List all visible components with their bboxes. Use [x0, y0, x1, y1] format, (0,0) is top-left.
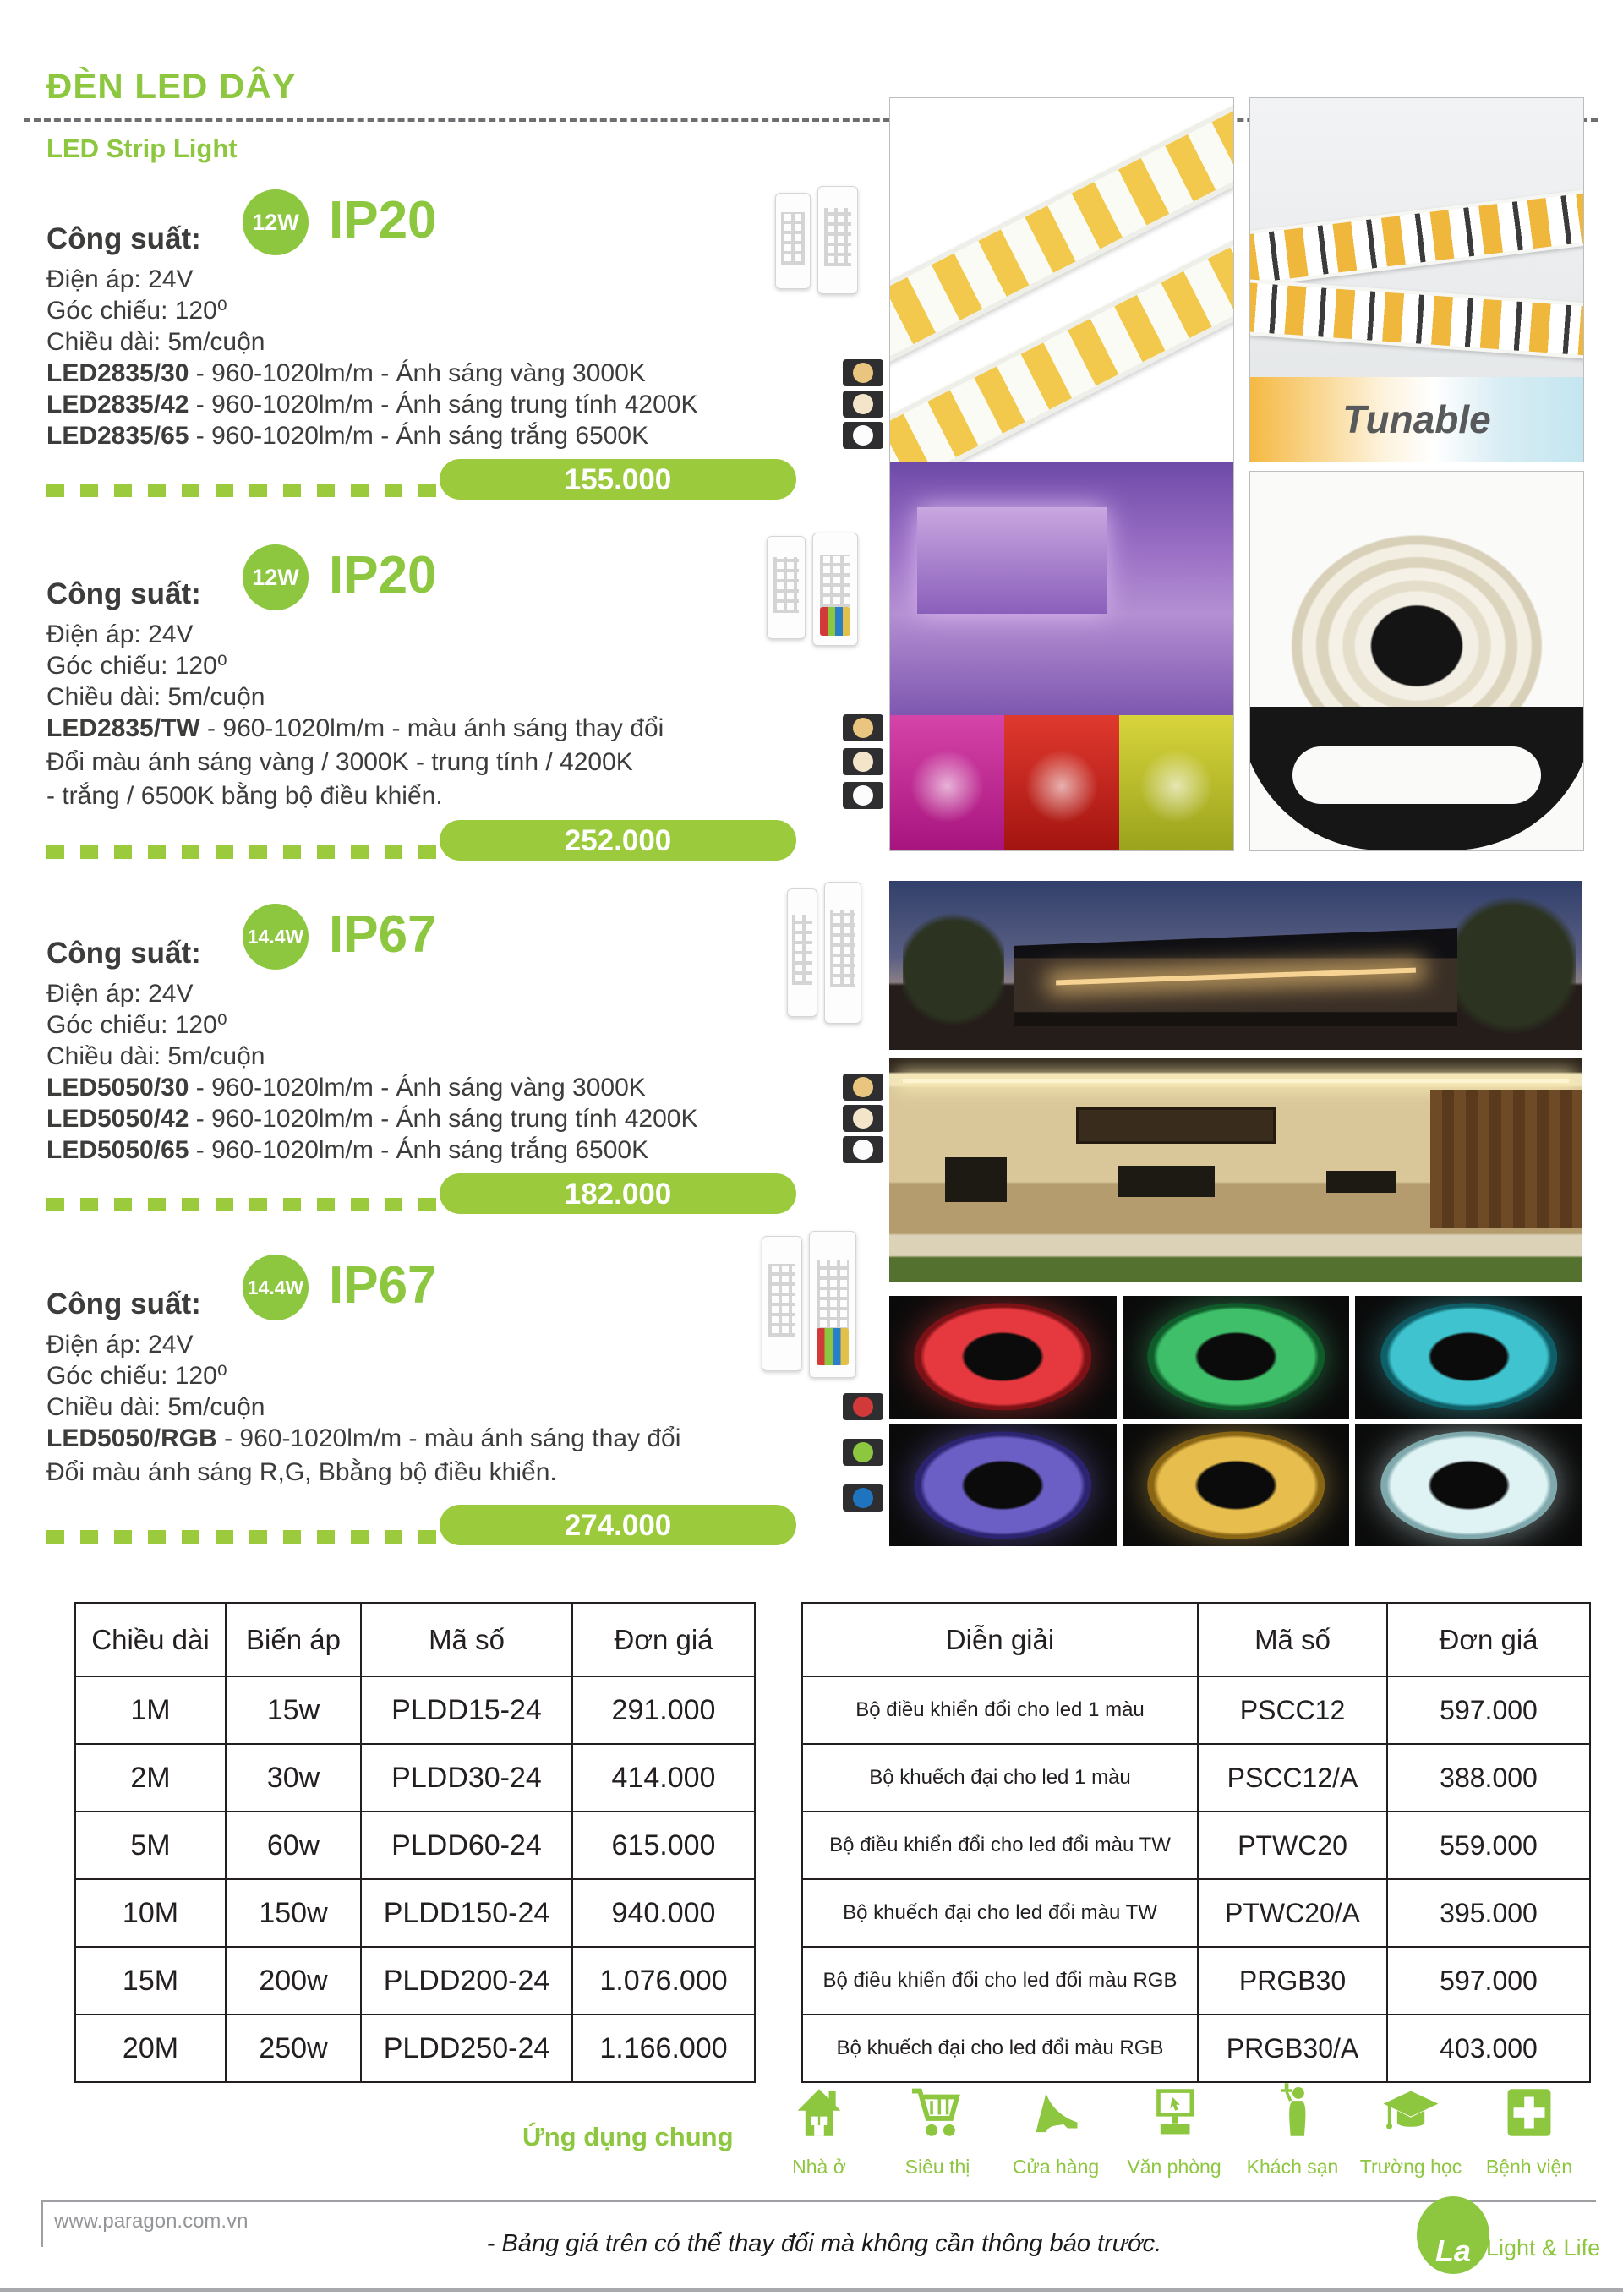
price-badge: 155.000 — [440, 459, 796, 500]
table-row: Bộ khuếch đại cho led 1 màu PSCC12/A 388.000 — [802, 1744, 1590, 1812]
spec-line: Chiều dài: 5m/cuộn — [46, 683, 265, 711]
applications-label: Ứng dụng chung — [522, 2122, 734, 2151]
tunable-label: Tunable — [1342, 397, 1491, 441]
spec-line: Điện áp: 24V — [46, 620, 194, 648]
purple-room-image — [890, 462, 1233, 715]
dashed-separator — [46, 484, 437, 497]
application-house: Nhà ở — [765, 2081, 873, 2178]
product-code-line: LED2835/65 - 960-1020lm/m - Ánh sáng trắng 6500K — [46, 420, 883, 451]
table-row: 15M 200w PLDD200-24 1.076.000 — [75, 1947, 755, 2014]
ip-rating: IP20 — [329, 191, 437, 249]
brand-logo: La — [1417, 2196, 1489, 2274]
product-desc-line: Đổi màu ánh sáng vàng / 3000K - trung tính / 4200K — [46, 746, 883, 780]
high-heel-icon — [1025, 2081, 1087, 2144]
spec-line: Điện áp: 24V — [46, 980, 194, 1008]
led-strip-photo — [889, 97, 1234, 851]
price-disclaimer: - Bảng giá trên có thể thay đổi mà không cần thông báo trước. — [486, 2230, 1162, 2257]
product-block-led5050rgb — [46, 1256, 883, 1542]
color-swatch — [843, 391, 883, 418]
color-swatch — [843, 1105, 883, 1132]
table-row: 5M 60w PLDD60-24 615.000 — [75, 1812, 755, 1879]
power-label: Công suất: — [46, 937, 201, 970]
color-swatch — [843, 748, 883, 775]
product-code-line: LED2835/42 - 960-1020lm/m - Ánh sáng trung tính 4200K — [46, 389, 883, 420]
colored-rooms-image — [890, 715, 1233, 850]
spec-line: Chiều dài: 5m/cuộn — [46, 1042, 265, 1070]
color-swatch — [843, 422, 883, 449]
rgb-remote-image — [812, 533, 858, 646]
spec-line: Chiều dài: 5m/cuộn — [46, 328, 265, 356]
spec-line: Điện áp: 24V — [46, 1331, 194, 1358]
spec-line: Góc chiếu: 120⁰ — [46, 297, 227, 325]
color-swatch — [843, 782, 883, 809]
ip-rating: IP67 — [329, 1256, 437, 1315]
application-supermarket: Siêu thị — [883, 2081, 992, 2178]
product-code-line: LED2835/30 - 960-1020lm/m - Ánh sáng vàng 3000K — [46, 358, 883, 389]
power-label: Công suất: — [46, 1287, 201, 1320]
monitor-icon — [1143, 2081, 1205, 2144]
bellhop-icon — [1261, 2081, 1324, 2144]
color-swatch — [843, 714, 883, 741]
brand-tagline: Light & Life — [1486, 2235, 1601, 2260]
application-school: Trường học — [1357, 2081, 1465, 2178]
cart-icon — [906, 2081, 969, 2144]
product-code-line: LED5050/65 - 960-1020lm/m - Ánh sáng trắng 6500K — [46, 1134, 883, 1166]
ip-rating: IP67 — [329, 905, 437, 964]
product-header — [46, 193, 883, 264]
medical-cross-icon — [1498, 2081, 1560, 2144]
wattage-badge: 14.4W — [243, 904, 309, 970]
product-desc-line: Đổi màu ánh sáng R,G, Bbằng bộ điều khiển. — [46, 1458, 557, 1486]
wattage-badge: 14.4W — [243, 1255, 309, 1320]
wattage-badge: 12W — [243, 189, 309, 255]
product-code-line: LED5050/30 - 960-1020lm/m - Ánh sáng vàng 3000K — [46, 1072, 883, 1103]
spec-line: Điện áp: 24V — [46, 265, 194, 293]
page-title: ĐÈN LED DÂY — [46, 66, 297, 106]
page-bottom-rule — [0, 2288, 1623, 2292]
application-shop: Cửa hàng — [1002, 2081, 1110, 2178]
product-code-line: LED5050/42 - 960-1020lm/m - Ánh sáng trung tính 4200K — [46, 1103, 883, 1134]
color-swatch-red — [843, 1393, 883, 1420]
interior-room-photo — [889, 1058, 1582, 1282]
graduation-cap-icon — [1380, 2081, 1442, 2144]
power-label: Công suất: — [46, 222, 201, 255]
controller-image — [775, 193, 811, 289]
tunable-strip-photo — [1249, 97, 1584, 462]
color-swatch-blue — [843, 1484, 883, 1512]
controller-image — [824, 882, 861, 1024]
product-header — [46, 1258, 883, 1329]
house-icon — [788, 2081, 850, 2144]
application-office: Văn phòng — [1120, 2081, 1228, 2178]
spec-line: Chiều dài: 5m/cuộn — [46, 1393, 265, 1421]
table-row: 2M 30w PLDD30-24 414.000 — [75, 1744, 755, 1812]
product-block-led2835tw — [46, 546, 883, 857]
red-coil-image — [889, 1296, 1117, 1419]
application-hotel: Khách sạn — [1238, 2081, 1347, 2178]
application-hospital: Bệnh viện — [1475, 2081, 1583, 2178]
product-code-line: LED2835/TW - 960-1020lm/m - màu ánh sáng thay đổi — [46, 713, 883, 746]
footer-left-tick — [41, 2200, 43, 2247]
controller-image — [767, 536, 806, 639]
white-coil-image — [1355, 1424, 1582, 1547]
cyan-coil-image — [1355, 1296, 1582, 1419]
rgb-remote-image — [809, 1231, 856, 1378]
table-header-row: Chiều dài Biến áp Mã số Đơn giá — [75, 1603, 755, 1676]
product-header — [46, 907, 883, 978]
product-header — [46, 548, 883, 619]
controller-image — [817, 186, 858, 294]
table-row: Bộ điều khiển đổi cho led đổi màu RGB PRGB30 597.000 — [802, 1947, 1590, 2014]
product-code-line: LED5050/RGB - 960-1020lm/m - màu ánh sáng thay đổi — [46, 1424, 681, 1452]
price-badge: 182.000 — [440, 1173, 796, 1214]
website-url: www.paragon.com.vn — [54, 2210, 249, 2233]
ip-rating: IP20 — [329, 546, 437, 604]
footer-divider — [41, 2200, 1596, 2202]
spec-line: Góc chiếu: 120⁰ — [46, 1011, 227, 1039]
table-row: Bộ điều khiển đổi cho led 1 màu PSCC12 597.000 — [802, 1676, 1590, 1744]
green-coil-image — [1123, 1296, 1350, 1419]
price-badge: 252.000 — [440, 820, 796, 861]
color-swatch — [843, 1136, 883, 1163]
color-swatch — [843, 359, 883, 386]
dashed-separator — [46, 1198, 437, 1211]
dashed-separator — [46, 1530, 437, 1544]
house-exterior-photo — [889, 881, 1582, 1050]
spec-line: Góc chiếu: 120⁰ — [46, 1362, 227, 1390]
price-badge: 274.000 — [440, 1505, 796, 1545]
table-header-row: Diễn giải Mã số Đơn giá — [802, 1603, 1590, 1676]
product-block-led5050 — [46, 905, 883, 1211]
rgb-coils-grid — [889, 1296, 1582, 1546]
wattage-badge: 12W — [243, 544, 309, 610]
power-label: Công suất: — [46, 577, 201, 610]
table-row: 10M 150w PLDD150-24 940.000 — [75, 1879, 755, 1947]
product-block-led2835 — [46, 191, 883, 496]
color-swatch — [843, 1074, 883, 1101]
page-subtitle: LED Strip Light — [46, 134, 238, 163]
table-row: 20M 250w PLDD250-24 1.166.000 — [75, 2014, 755, 2082]
product-desc-line: - trắng / 6500K bằng bộ điều khiển. — [46, 780, 883, 814]
dashed-separator — [46, 845, 437, 859]
spec-line: Góc chiếu: 120⁰ — [46, 652, 227, 680]
color-swatch-green — [843, 1439, 883, 1466]
table-row: Bộ khuếch đại cho led đổi màu TW PTWC20/A 395.000 — [802, 1879, 1590, 1947]
violet-coil-image — [889, 1424, 1117, 1547]
strip-reel-photo — [1249, 471, 1584, 851]
tunable-gradient-bar — [1250, 377, 1583, 462]
gold-coil-image — [1123, 1424, 1350, 1547]
transformer-price-table — [74, 1602, 756, 2083]
applications-row — [765, 2081, 1583, 2178]
controller-image — [787, 888, 817, 1017]
controller-price-table — [801, 1602, 1591, 2083]
table-row: Bộ điều khiển đổi cho led đổi màu TW PTWC20 559.000 — [802, 1812, 1590, 1879]
table-row: Bộ khuếch đại cho led đổi màu RGB PRGB30/A 403.000 — [802, 2014, 1590, 2082]
table-row: 1M 15w PLDD15-24 291.000 — [75, 1676, 755, 1744]
controller-image — [762, 1236, 802, 1371]
